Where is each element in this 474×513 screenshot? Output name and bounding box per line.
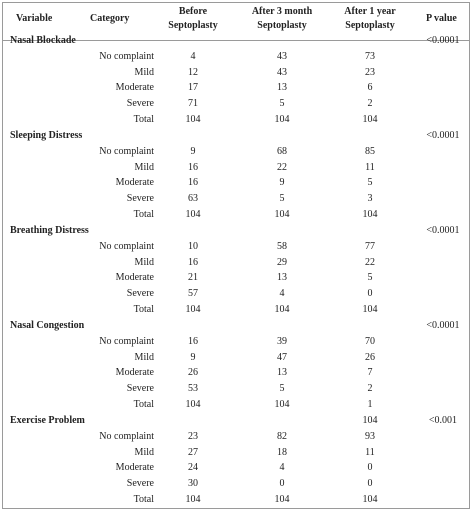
- row-before-value: 9: [190, 146, 196, 157]
- row-after3-value: 104: [274, 209, 290, 220]
- header-after1-line2: Septoplasty: [345, 20, 395, 31]
- row-after3-value: 43: [277, 67, 287, 78]
- row-before-value: 17: [188, 82, 198, 93]
- header-pvalue: P value: [426, 13, 457, 24]
- header-before-line1: Before: [178, 6, 208, 17]
- row-after1-value: 5: [367, 272, 373, 283]
- row-before-value: 104: [185, 114, 201, 125]
- row-before-value: 9: [190, 352, 196, 363]
- row-category: No complaint: [99, 241, 154, 252]
- row-after3-value: 104: [274, 399, 290, 410]
- row-before-value: 63: [188, 193, 198, 204]
- row-before-value: 16: [188, 177, 198, 188]
- header-after3-line1: After 3 month: [251, 6, 313, 17]
- row-before-value: 104: [185, 209, 201, 220]
- row-before-value: 16: [188, 257, 198, 268]
- row-after1-value: 73: [365, 51, 375, 62]
- row-after1-value: 26: [365, 352, 375, 363]
- row-before-value: 10: [188, 241, 198, 252]
- row-category: Moderate: [115, 367, 154, 378]
- row-category: Moderate: [115, 177, 154, 188]
- row-category: Severe: [126, 98, 154, 109]
- row-before-value: 12: [188, 67, 198, 78]
- row-after1-value: 77: [365, 241, 375, 252]
- row-before-value: 71: [188, 98, 198, 109]
- row-category: Total: [133, 304, 154, 315]
- row-after3-value: 4: [279, 462, 285, 473]
- row-after1-value: 85: [365, 146, 375, 157]
- row-category: Moderate: [115, 82, 154, 93]
- row-after3-value: 0: [279, 478, 285, 489]
- header-after1-line1: After 1 year: [344, 6, 396, 17]
- row-before-value: 57: [188, 288, 198, 299]
- row-after1-value: 7: [367, 367, 373, 378]
- row-after3-value: 13: [277, 82, 287, 93]
- row-after3-value: 5: [279, 193, 285, 204]
- row-before-value: 4: [190, 51, 196, 62]
- row-before-value: 53: [188, 383, 198, 394]
- row-after1-value: 104: [362, 114, 378, 125]
- row-before-value: 21: [188, 272, 198, 283]
- row-before-value: 104: [185, 494, 201, 505]
- group-title: Exercise Problem: [10, 415, 85, 426]
- row-after1-value: 93: [365, 431, 375, 442]
- row-after1-value: 104: [362, 209, 378, 220]
- row-after1-value: 2: [367, 98, 373, 109]
- header-before-line2: Septoplasty: [168, 20, 218, 31]
- row-category: No complaint: [99, 51, 154, 62]
- row-after3-value: 4: [279, 288, 285, 299]
- row-after1-value: 70: [365, 336, 375, 347]
- row-after3-value: 29: [277, 257, 287, 268]
- row-after1-value: 0: [367, 478, 373, 489]
- p-value: <0.0001: [426, 130, 460, 141]
- group-title: Nasal Congestion: [10, 320, 85, 331]
- header-category: Category: [90, 13, 130, 24]
- row-category: No complaint: [99, 146, 154, 157]
- row-after1-value: 1: [367, 399, 373, 410]
- row-after3-value: 43: [277, 51, 287, 62]
- group-extra-value: 104: [362, 415, 378, 426]
- row-category: Mild: [134, 447, 154, 458]
- group-title: Nasal Blockade: [10, 35, 76, 46]
- row-after1-value: 0: [367, 462, 373, 473]
- row-category: No complaint: [99, 336, 154, 347]
- row-after1-value: 0: [367, 288, 373, 299]
- row-category: No complaint: [99, 431, 154, 442]
- row-category: Mild: [134, 162, 154, 173]
- row-after3-value: 82: [277, 431, 287, 442]
- row-category: Total: [133, 494, 154, 505]
- row-category: Mild: [134, 352, 154, 363]
- row-after1-value: 3: [367, 193, 373, 204]
- row-after3-value: 22: [277, 162, 287, 173]
- row-before-value: 30: [188, 478, 198, 489]
- row-after1-value: 22: [365, 257, 375, 268]
- row-category: Moderate: [115, 272, 154, 283]
- row-category: Total: [133, 399, 154, 410]
- row-category: Total: [133, 209, 154, 220]
- p-value: <0.0001: [426, 225, 460, 236]
- row-after3-value: 18: [277, 447, 287, 458]
- row-after3-value: 104: [274, 304, 290, 315]
- row-after3-value: 104: [274, 114, 290, 125]
- row-after3-value: 39: [277, 336, 287, 347]
- row-category: Mild: [134, 257, 154, 268]
- row-category: Severe: [126, 288, 154, 299]
- row-after3-value: 13: [277, 272, 287, 283]
- row-after3-value: 5: [279, 98, 285, 109]
- row-after3-value: 5: [279, 383, 285, 394]
- row-category: Severe: [126, 193, 154, 204]
- p-value: <0.0001: [426, 35, 460, 46]
- row-after1-value: 2: [367, 383, 373, 394]
- row-after3-value: 13: [277, 367, 287, 378]
- row-before-value: 24: [188, 462, 198, 473]
- row-before-value: 27: [188, 447, 198, 458]
- row-after3-value: 104: [274, 494, 290, 505]
- p-value: <0.0001: [426, 320, 460, 331]
- header-variable: Variable: [16, 13, 53, 24]
- row-category: Moderate: [115, 462, 154, 473]
- row-after3-value: 68: [277, 146, 287, 157]
- row-before-value: 104: [185, 304, 201, 315]
- row-after1-value: 104: [362, 494, 378, 505]
- row-before-value: 26: [188, 367, 198, 378]
- group-title: Breathing Distress: [10, 225, 89, 236]
- row-after1-value: 6: [367, 82, 373, 93]
- row-after3-value: 9: [279, 177, 285, 188]
- row-category: Severe: [126, 383, 154, 394]
- row-before-value: 104: [185, 399, 201, 410]
- group-title: Sleeping Distress: [10, 130, 83, 141]
- row-after1-value: 23: [365, 67, 375, 78]
- row-before-value: 16: [188, 162, 198, 173]
- row-category: Severe: [126, 478, 154, 489]
- row-after1-value: 5: [367, 177, 373, 188]
- row-category: Mild: [134, 67, 154, 78]
- row-after1-value: 11: [365, 447, 375, 458]
- header-after3-line2: Septoplasty: [257, 20, 307, 31]
- row-before-value: 16: [188, 336, 198, 347]
- row-before-value: 23: [188, 431, 198, 442]
- row-after3-value: 47: [277, 352, 287, 363]
- row-after1-value: 11: [365, 162, 375, 173]
- row-after3-value: 58: [277, 241, 287, 252]
- row-category: Total: [133, 114, 154, 125]
- row-after1-value: 104: [362, 304, 378, 315]
- p-value: <0.001: [428, 415, 458, 426]
